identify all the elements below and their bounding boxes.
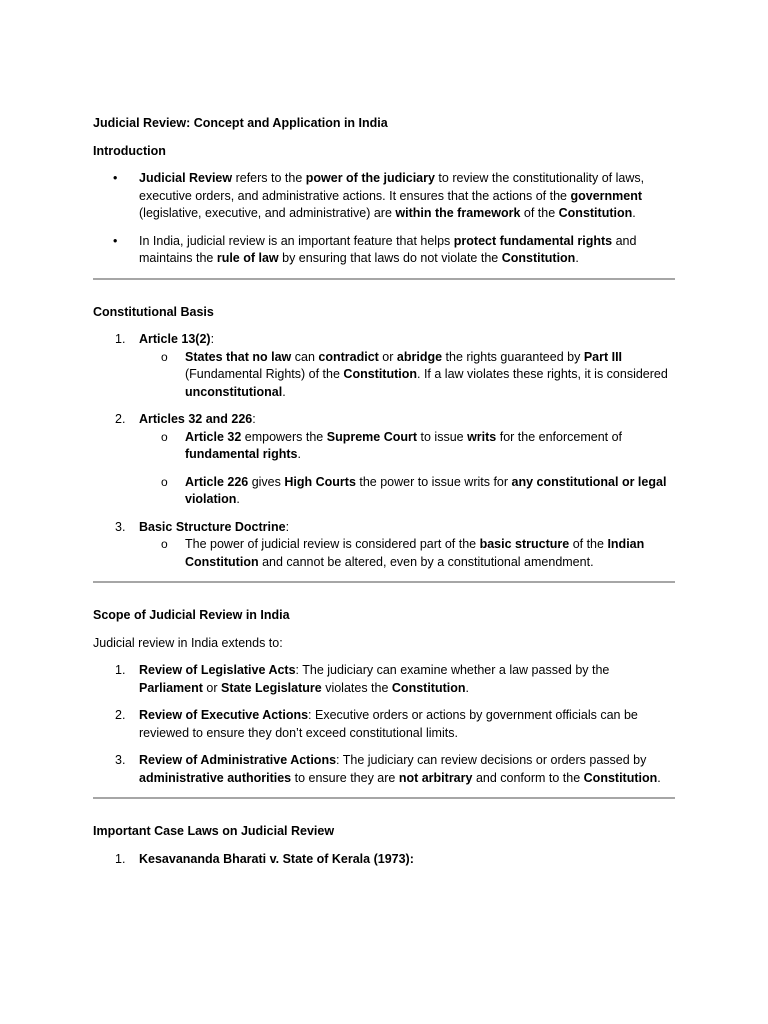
list-item	[93, 519, 675, 572]
sub-bullet-marker: o	[161, 474, 168, 489]
emphasis-text: Review of Legislative Acts	[139, 663, 296, 677]
list-number: 2.	[115, 412, 126, 426]
bullet-marker: •	[113, 233, 118, 248]
sub-bullet-marker: o	[161, 537, 168, 551]
emphasis-text: power of the judiciary	[305, 171, 435, 185]
sub-list	[139, 349, 675, 402]
bullet-marker: •	[113, 171, 118, 185]
emphasis-text: Indian Constitution	[185, 537, 645, 569]
list-item	[93, 851, 675, 869]
section-heading-constitutional-basis: Constitutional Basis	[93, 304, 214, 319]
list-item	[93, 331, 675, 401]
sub-list-item	[139, 349, 675, 402]
emphasis-text: Constitution	[558, 206, 633, 220]
emphasis-text: rule of law	[216, 251, 279, 265]
list-item	[93, 170, 675, 223]
document-content	[93, 115, 675, 878]
emphasis-text: High Courts	[284, 474, 356, 489]
emphasis-text: administrative authorities	[139, 770, 292, 785]
emphasis-text: unconstitutional	[185, 384, 283, 399]
section-divider	[93, 797, 675, 799]
section-divider	[93, 581, 675, 583]
section-heading-case-laws: Important Case Laws on Judicial Review	[93, 824, 335, 838]
list-item-text: In India, judicial review is an important feature that helps protect fundamental rights and maintains the rule of law by ensuring that laws do not violate the Constitution.	[139, 233, 637, 265]
emphasis-text: any constitutional or legal violation	[185, 474, 667, 506]
list-number: 1.	[115, 332, 126, 346]
sub-list-item	[139, 536, 675, 571]
sub-list-item	[139, 474, 675, 509]
sub-list-item-text: Article 32 empowers the Supreme Court to issue writs for the enforcement of fundamental rights.	[185, 429, 623, 461]
emphasis-text: States that no law	[185, 349, 292, 364]
emphasis-text: writs	[467, 429, 497, 444]
sub-list-item-text: States that no law can contradict or abridge the rights guaranteed by Part III (Fundamental Rights) of the Constitution. If a law violates these rights, it is considered unconstitutional.	[185, 349, 668, 399]
sub-list-item-text: Article 226 gives High Courts the power to issue writs for any constitutional or legal violation.	[185, 474, 667, 506]
emphasis-text: Supreme Court	[326, 429, 418, 444]
emphasis-text: abridge	[396, 349, 443, 364]
list-item-text: Review of Administrative Actions: The judiciary can review decisions or orders passed by administrative authorities to ensure they are not arbitrary and conform to the Constitution.	[139, 753, 661, 785]
emphasis-text: Review of Administrative Actions	[139, 753, 337, 767]
emphasis-text: Constitution	[391, 680, 466, 695]
emphasis-text: Constitution	[343, 367, 418, 381]
emphasis-text: within the framework	[395, 206, 521, 220]
list-item-label: Article 13(2)	[139, 332, 211, 346]
list-item-text: Judicial Review refers to the power of the judiciary to review the constitutionality of laws, executive orders, and administrative actions. It ensures that the actions of the government (legislative, executive, and administrative) are within the framework of the Constitution.	[139, 171, 645, 220]
sub-bullet-marker: o	[161, 429, 168, 444]
introduction-list	[93, 170, 675, 268]
list-item-suffix: :	[210, 332, 215, 346]
list-item-suffix: :	[285, 519, 290, 534]
emphasis-text: State Legislature	[220, 680, 322, 695]
sub-list	[139, 536, 675, 571]
emphasis-text: Article 226	[185, 474, 249, 489]
list-item	[93, 411, 675, 509]
emphasis-text: Article 32	[185, 429, 242, 444]
emphasis-text: Judicial Review	[139, 171, 233, 185]
list-item-label: Basic Structure Doctrine	[139, 519, 286, 534]
list-item-label: Kesavananda Bharati v. State of Kerala (1973):	[139, 851, 414, 866]
sub-bullet-marker: o	[161, 349, 168, 364]
emphasis-text: Constitution	[583, 770, 658, 785]
emphasis-text: Parliament	[139, 680, 203, 695]
section-heading-introduction: Introduction	[93, 143, 166, 158]
list-item	[93, 707, 675, 742]
list-item-suffix: :	[252, 412, 256, 426]
emphasis-text: Part III	[583, 349, 623, 364]
list-number: 1.	[115, 663, 126, 677]
constitutional-basis-list	[93, 331, 675, 571]
list-item	[93, 233, 675, 268]
document-title: Judicial Review: Concept and Application in India	[93, 116, 388, 130]
list-number: 2.	[115, 708, 126, 722]
emphasis-text: contradict	[318, 349, 379, 364]
list-item	[93, 662, 675, 697]
list-item-text: Review of Legislative Acts: The judiciary can examine whether a law passed by the Parliament or State Legislature violates the Constitution.	[139, 663, 610, 695]
emphasis-text: not arbitrary	[398, 770, 473, 785]
emphasis-text: protect fundamental rights	[453, 233, 613, 248]
sub-list-item	[139, 429, 675, 464]
list-number: 3.	[115, 519, 126, 534]
scope-list	[93, 662, 675, 787]
emphasis-text: Constitution	[501, 251, 576, 265]
list-number: 3.	[115, 753, 126, 767]
scope-intro: Judicial review in India extends to:	[93, 635, 283, 650]
emphasis-text: basic structure	[479, 537, 570, 551]
sub-list-item-text: The power of judicial review is considered part of the basic structure of the Indian Constitution and cannot be altered, even by a constitutional amendment.	[185, 537, 645, 569]
sub-list	[139, 429, 675, 509]
emphasis-text: Review of Executive Actions	[139, 708, 309, 722]
list-item-label: Articles 32 and 226	[139, 412, 253, 426]
section-divider	[93, 278, 675, 280]
list-item-text: Review of Executive Actions: Executive orders or actions by government officials can be reviewed to ensure they don’t exceed constitutional limits.	[139, 708, 638, 740]
list-number: 1.	[115, 851, 126, 866]
emphasis-text: fundamental rights	[185, 447, 298, 461]
emphasis-text: government	[570, 188, 643, 203]
list-item	[93, 752, 675, 787]
section-heading-scope: Scope of Judicial Review in India	[93, 608, 290, 622]
case-laws-list	[93, 851, 675, 869]
